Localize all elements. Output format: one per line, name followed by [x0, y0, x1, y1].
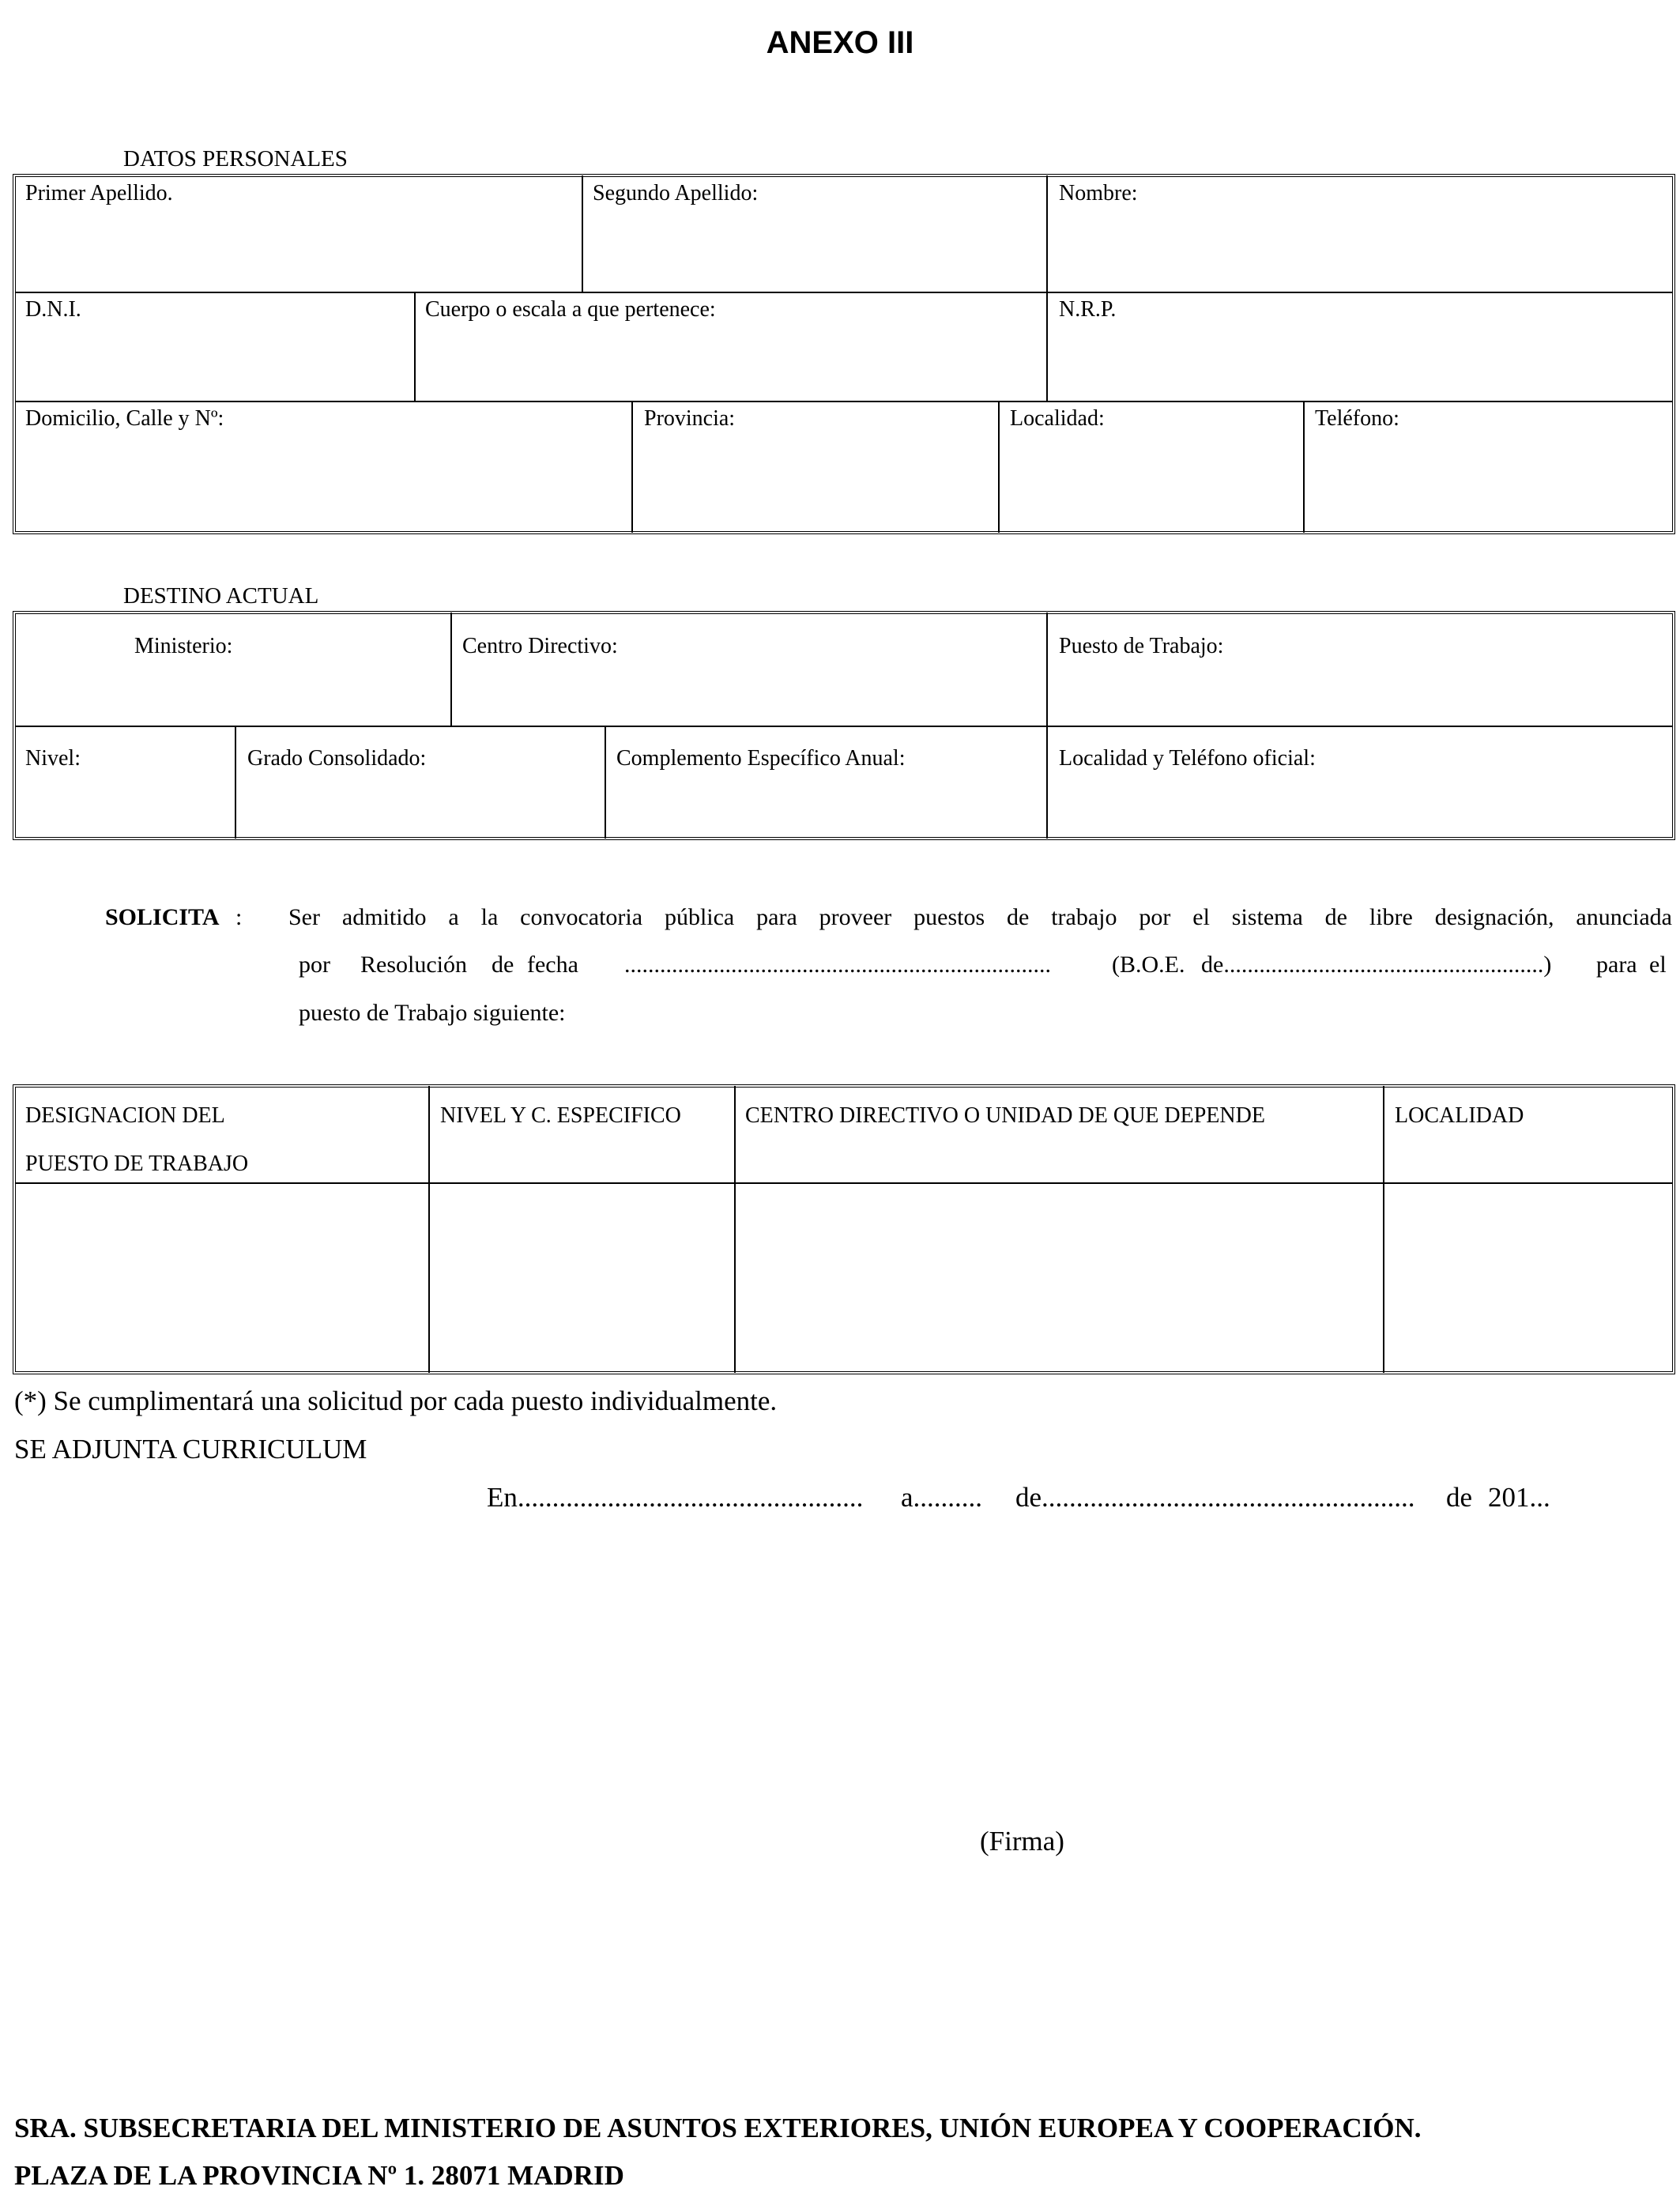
provincia-field[interactable]: Provincia:	[644, 406, 736, 431]
puesto-trabajo-field[interactable]: Puesto de Trabajo:	[1059, 634, 1224, 658]
cuerpo-field[interactable]: Cuerpo o escala a que pertenece:	[425, 297, 716, 322]
solicita-word: de	[492, 952, 514, 978]
puesto-col-header: NIVEL Y C. ESPECIFICO	[440, 1103, 681, 1128]
puesto-col-divider	[1383, 1086, 1384, 1373]
datos-row-divider-2	[16, 401, 1672, 402]
destino-col-divider	[605, 726, 606, 839]
datos-col-divider	[998, 401, 1000, 533]
destino-col-divider	[450, 613, 452, 726]
solicita-word: para	[1596, 952, 1637, 978]
segundo-apellido-field[interactable]: Segundo Apellido:	[593, 181, 759, 205]
datos-col-divider	[1046, 175, 1048, 401]
domicilio-field[interactable]: Domicilio, Calle y Nº:	[25, 406, 224, 431]
puesto-col-header: LOCALIDAD	[1395, 1103, 1524, 1128]
datos-row-divider-1	[16, 292, 1672, 293]
nivel-field[interactable]: Nivel:	[25, 746, 81, 771]
destino-row-divider	[16, 726, 1672, 727]
destino-actual-heading: DESTINO ACTUAL	[123, 583, 319, 609]
solicita-word: Resolución	[360, 952, 467, 978]
grado-consolidado-field[interactable]: Grado Consolidado:	[247, 746, 427, 771]
dia-blank[interactable]: a..........	[901, 1482, 983, 1513]
complemento-especifico-field[interactable]: Complemento Específico Anual:	[616, 746, 906, 771]
datos-col-divider	[414, 292, 416, 401]
datos-col-divider	[1303, 401, 1305, 533]
primer-apellido-field[interactable]: Primer Apellido.	[25, 181, 173, 205]
adjunta-text: SE ADJUNTA CURRICULUM	[14, 1434, 367, 1465]
datos-col-divider	[582, 175, 583, 292]
localidad-telefono-field[interactable]: Localidad y Teléfono oficial:	[1059, 746, 1316, 771]
telefono-field[interactable]: Teléfono:	[1315, 406, 1399, 431]
solicita-word: el	[1649, 952, 1667, 978]
footer-line-1: SRA. SUBSECRETARIA DEL MINISTERIO DE ASUNTOS EXTERIORES, UNIÓN EUROPEA Y COOPERACIÓN.	[14, 2113, 1422, 2143]
nrp-field[interactable]: N.R.P.	[1059, 297, 1117, 322]
date-word: de	[1446, 1482, 1473, 1513]
localidad-cell[interactable]	[1386, 1185, 1671, 1370]
datos-personales-heading: DATOS PERSONALES	[123, 146, 348, 172]
centro-directivo-field[interactable]: Centro Directivo:	[462, 634, 618, 658]
footer-line-2: PLAZA DE LA PROVINCIA Nº 1. 28071 MADRID	[14, 2160, 624, 2191]
firma-label: (Firma)	[980, 1826, 1064, 1857]
puesto-col-header: DESIGNACION DEL	[25, 1103, 225, 1128]
ministerio-field[interactable]: Ministerio:	[134, 634, 233, 658]
lugar-blank[interactable]: En..................................................	[487, 1482, 864, 1513]
puesto-col-header: CENTRO DIRECTIVO O UNIDAD DE QUE DEPENDE	[745, 1103, 1265, 1128]
nivel-especifico-cell[interactable]	[431, 1185, 733, 1370]
solicita-colon: :	[235, 904, 243, 930]
puesto-col-divider	[428, 1086, 430, 1373]
solicita-word: por	[299, 952, 330, 978]
page-title: ANEXO III	[766, 25, 914, 60]
solicita-word: (B.O.E.	[1112, 952, 1185, 978]
centro-directivo-cell[interactable]	[737, 1185, 1381, 1370]
solicita-word: fecha	[527, 952, 578, 978]
destino-col-divider	[235, 726, 236, 839]
mes-blank[interactable]: de......................................................	[1015, 1482, 1415, 1513]
datos-col-divider	[631, 401, 633, 533]
solicita-line-1: Ser admitido a la convocatoria pública para proveer puestos de trabajo por el sistema de libre designación, anunciada	[288, 904, 1672, 930]
datos-personales-table	[13, 174, 1675, 534]
solicita-label: SOLICITA	[105, 904, 220, 930]
boe-fecha-blank[interactable]: de......................................................)	[1201, 952, 1552, 978]
nombre-field[interactable]: Nombre:	[1059, 181, 1138, 205]
designacion-cell[interactable]	[17, 1185, 427, 1370]
solicita-line-3: puesto de Trabajo siguiente:	[299, 1000, 566, 1026]
puesto-header-divider	[16, 1182, 1672, 1184]
puesto-col-divider	[734, 1086, 736, 1373]
dni-field[interactable]: D.N.I.	[25, 297, 81, 322]
puesto-col-header: PUESTO DE TRABAJO	[25, 1152, 249, 1176]
signature-area[interactable]	[869, 1644, 1217, 1818]
resolucion-fecha-blank[interactable]: ........................................................................	[624, 952, 1051, 978]
localidad-field[interactable]: Localidad:	[1010, 406, 1105, 431]
note-text: (*) Se cumplimentará una solicitud por cada puesto individualmente.	[14, 1385, 778, 1416]
year-blank[interactable]: 201...	[1488, 1482, 1550, 1513]
destino-col-divider	[1046, 613, 1048, 839]
